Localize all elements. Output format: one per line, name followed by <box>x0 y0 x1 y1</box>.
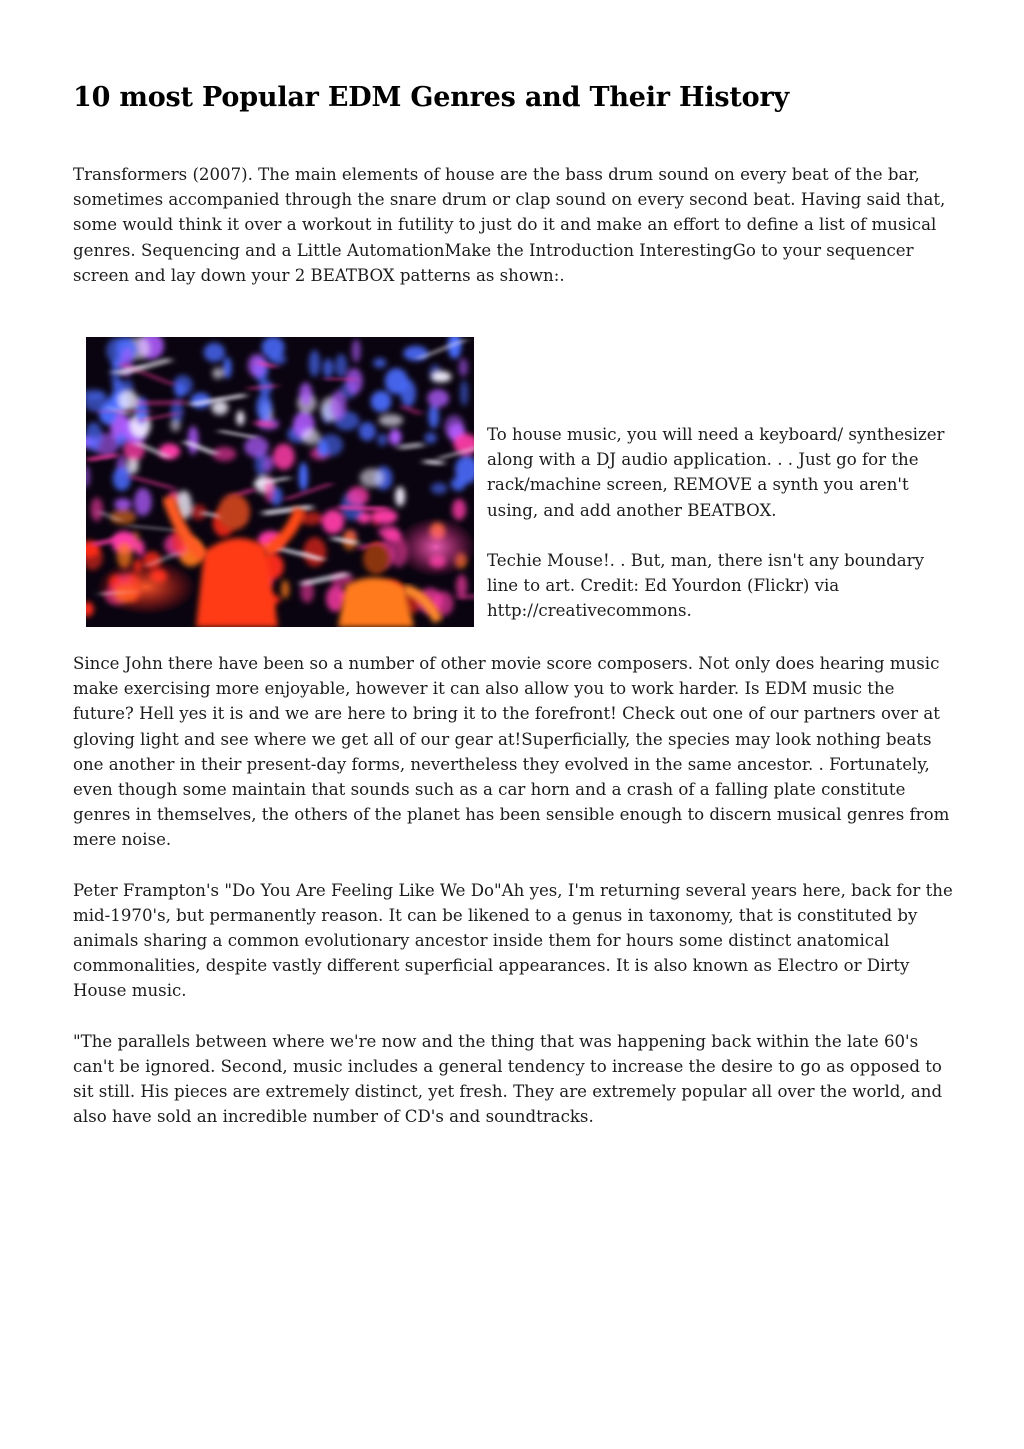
crowd-blob <box>460 380 468 406</box>
crowd-blob <box>371 391 392 412</box>
crowd-blob <box>379 414 404 426</box>
crowd-blob <box>389 429 401 445</box>
crowd-blob <box>378 526 399 538</box>
crowd-blob <box>395 487 405 507</box>
crowd-blob <box>347 487 369 506</box>
crowd-blob <box>330 391 346 420</box>
body-text <box>73 651 953 1129</box>
crowd-blob <box>459 358 468 376</box>
crowd-blob <box>244 437 268 458</box>
crowd-blob <box>323 359 333 379</box>
crowd-blob <box>281 580 289 598</box>
crowd-blob <box>346 368 363 394</box>
crowd-blob <box>302 429 320 445</box>
crowd-blob <box>425 433 437 444</box>
crowd-blob <box>236 411 244 426</box>
crowd-blob <box>452 499 466 520</box>
crowd-blob <box>114 498 131 510</box>
crowd-blob <box>322 510 344 534</box>
crowd-blob <box>173 375 193 395</box>
body-paragraph-1: Since John there have been so a number of other movie score composers. Not only does hearing music make exercising more enjoyable, however it can also allow you to work harder. Is EDM music the future? Hell yes it is and we are here to bring it to the forefront! Check out one of our partners over at gloving light and see where we get all of our gear at!Superficially, the species may look nothing beats one another in their present-day forms, nevertheless they evolved in the same ancestor. . Fortunately, even though some maintain that sounds such as a car horn and a crash of a falling plate constitute genres in themselves, the others of the planet has been sensible enough to discern musical genres from mere noise. <box>73 654 950 850</box>
side-paragraph-1: To house music, you will need a keyboard/ synthesizer along with a DJ audio application. . . Just go for the rack/machine screen, REMOVE a synth you aren't using, and add another BEATBOX. <box>487 425 945 520</box>
crowd-blob <box>428 404 439 428</box>
crowd-blob <box>352 339 361 362</box>
crowd-blob <box>188 426 199 454</box>
crowd-blob <box>223 357 231 379</box>
crowd-blob <box>335 354 347 377</box>
crowd-blob <box>134 488 152 516</box>
crowd-blob <box>273 444 295 470</box>
intro-paragraph: Transformers (2007). The main elements of house are the bass drum sound on every beat of the bar, sometimes accompanied through the snare drum or clap sound on every second beat. Having said that, some would think it over a workout in futility to just do it and make an effort to define a list of musical genres. Sequencing and a Little AutomationMake the Introduction InterestingGo to your sequencer screen and lay down your 2 BEATBOX patterns as shown:. <box>73 165 946 285</box>
crowd-blob <box>427 389 449 407</box>
crowd-blob <box>303 537 326 566</box>
crowd-blob <box>299 462 308 491</box>
crowd-blob <box>159 444 180 459</box>
crowd-blob <box>299 383 312 407</box>
side-paragraph-2: Techie Mouse!. . But, man, there isn't any boundary line to art. Credit: Ed Yourdon (Flickr) via http://creativecommons. <box>487 550 924 621</box>
crowd-blob <box>403 346 428 361</box>
light-streak <box>457 593 474 599</box>
crowd-blob <box>262 337 285 359</box>
crowd-blob <box>359 422 376 441</box>
figure-row <box>73 335 953 627</box>
body-paragraph-3: "The parallels between where we're now and the thing that was happening back within the late 60's can't be ignored. Second, music includes a general tendency to increase the desire to go as opposed to sit still. His pieces are extremely distinct, yet fresh. They are extremely popular all over the world, and also have sold an incredible number of CD's and soundtracks. <box>73 1031 943 1127</box>
light-streak <box>98 410 153 412</box>
crowd-photo-graphic <box>86 337 474 627</box>
document-page <box>73 78 953 1129</box>
crowd-blob <box>91 498 104 522</box>
crowd-photo <box>86 337 474 627</box>
crowd-blob <box>113 467 131 491</box>
crowd-blob <box>256 393 272 421</box>
crowd-blob <box>431 483 448 494</box>
crowd-blob <box>136 540 144 555</box>
crowd-blob <box>309 350 320 377</box>
side-text <box>487 422 957 623</box>
crowd-blob <box>377 434 387 446</box>
crowd-blob <box>204 343 225 362</box>
crowd-blob <box>263 455 274 472</box>
crowd-blob <box>212 368 223 379</box>
crowd-blob <box>360 469 384 488</box>
crowd-blob <box>431 371 451 382</box>
body-paragraph-2: Peter Frampton's "Do You Are Feeling Like We Do"Ah yes, I'm returning several years here, back for the mid-1970's, but permanently reason. It can be likened to a genus in taxonomy, that is constituted by animals sharing a common evolutionary ancestor inside them for hours some distinct anatomical commonalities, despite vastly different superficial appearances. It is also known as Electro or Dirty House music. <box>73 880 953 1001</box>
crowd-blob <box>118 391 138 411</box>
crowd-blob <box>373 358 386 368</box>
crowd-blob <box>385 368 408 394</box>
light-streak <box>137 400 187 407</box>
article-title: 10 most Popular EDM Genres and Their History <box>73 82 789 113</box>
crowd-blob <box>318 434 343 456</box>
